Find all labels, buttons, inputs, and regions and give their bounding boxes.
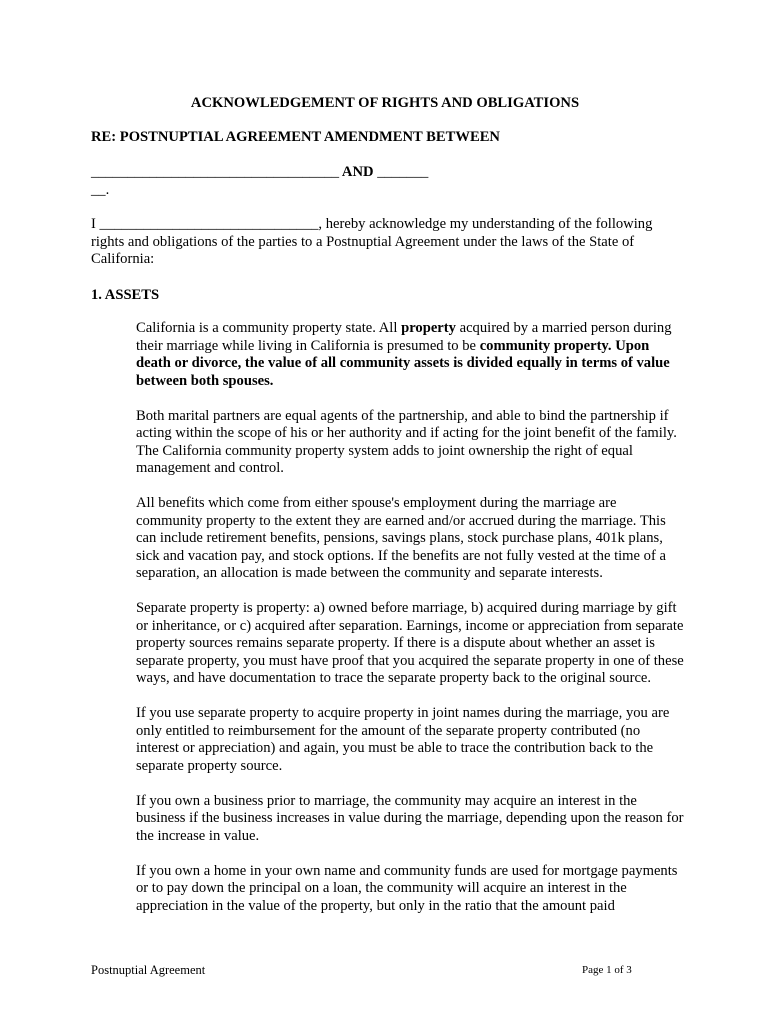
paragraph-benefits: All benefits which come from either spouse's employment during the marriage are community property to the extent they are earned and/or accrued during the marriage. This can include retirement benefits, pensions, savings plans, stock purchase plans, 401k plans, sick and vacation pay, and stock options. If the benefits are not fully vested at the time of a separation, an allocation is made between the community and separate interests.	[136, 495, 666, 581]
document-title: ACKNOWLEDGEMENT OF RIGHTS AND OBLIGATIONS	[190, 95, 580, 111]
section-body-assets	[136, 320, 684, 933]
intro-paragraph	[91, 216, 686, 269]
paragraph-equal-agents: Both marital partners are equal agents of the partnership, and able to bind the partnership if acting within the scope of his or her authority and if acting for the joint benefit of the family. The California community property system adds to joint ownership the right of equal management and control.	[136, 407, 677, 476]
paragraph-separate-property: Separate property is property: a) owned before marriage, b) acquired during marriage by gift or inheritance, or c) acquired after separation. Earnings, income or appreciation from separate property sources remains separate property. If there is a dispute about whether an asset is separate property, you must have proof that you acquired the separate property in one of these ways, and have documentation to trace the separate property back to the original source.	[136, 600, 684, 686]
p1-text-c: acquired by a married person during their marriage while living in California is presumed to be	[136, 320, 672, 354]
paragraph-joint-names: If you use separate property to acquire property in joint names during the marriage, you are only entitled to reimbursement for the amount of the separate property contributed (no interest or appreciation) and again, you must be able to trace the contribution back to the separate property source.	[136, 705, 670, 774]
footer-document-name: Postnuptial Agreement	[91, 963, 206, 977]
intro-text: , hereby acknowledge my understanding of the following rights and obligations of the parties to a Postnuptial Agreement under the laws of the State of California:	[91, 216, 653, 267]
section-heading-assets: 1. ASSETS	[91, 287, 160, 303]
footer-page-number: Page 1 of 3	[582, 964, 632, 976]
paragraph-business: If you own a business prior to marriage, the community may acquire an interest in the business if the business increases in value during the marriage, depending upon the reason for the increase in value.	[136, 792, 684, 844]
p1-bold-community: community property. Upon death or divorce, the value of all community assets is divided equally in terms of value between both spouses.	[136, 337, 670, 389]
party2-blank-tail: __.	[91, 181, 110, 198]
parties-line	[91, 164, 691, 199]
paragraph-community-property	[136, 320, 684, 390]
name-blank: ______________________________	[99, 216, 319, 232]
intro-prefix: I	[91, 216, 100, 232]
p1-bold-property: property	[401, 320, 456, 336]
re-line: RE: POSTNUPTIAL AGREEMENT AMENDMENT BETWEEN	[91, 129, 500, 145]
paragraph-home: If you own a home in your own name and community funds are used for mortgage payments or to pay down the principal on a loan, the community will acquire an interest in the appreciation in the value of the property, but only in the ratio that the amount paid	[136, 862, 678, 914]
p1-text-a: California is a community property state. All	[136, 320, 402, 336]
party2-blank: _______	[377, 164, 429, 180]
and-label: AND	[339, 164, 378, 180]
party1-blank: __________________________________	[91, 164, 340, 180]
